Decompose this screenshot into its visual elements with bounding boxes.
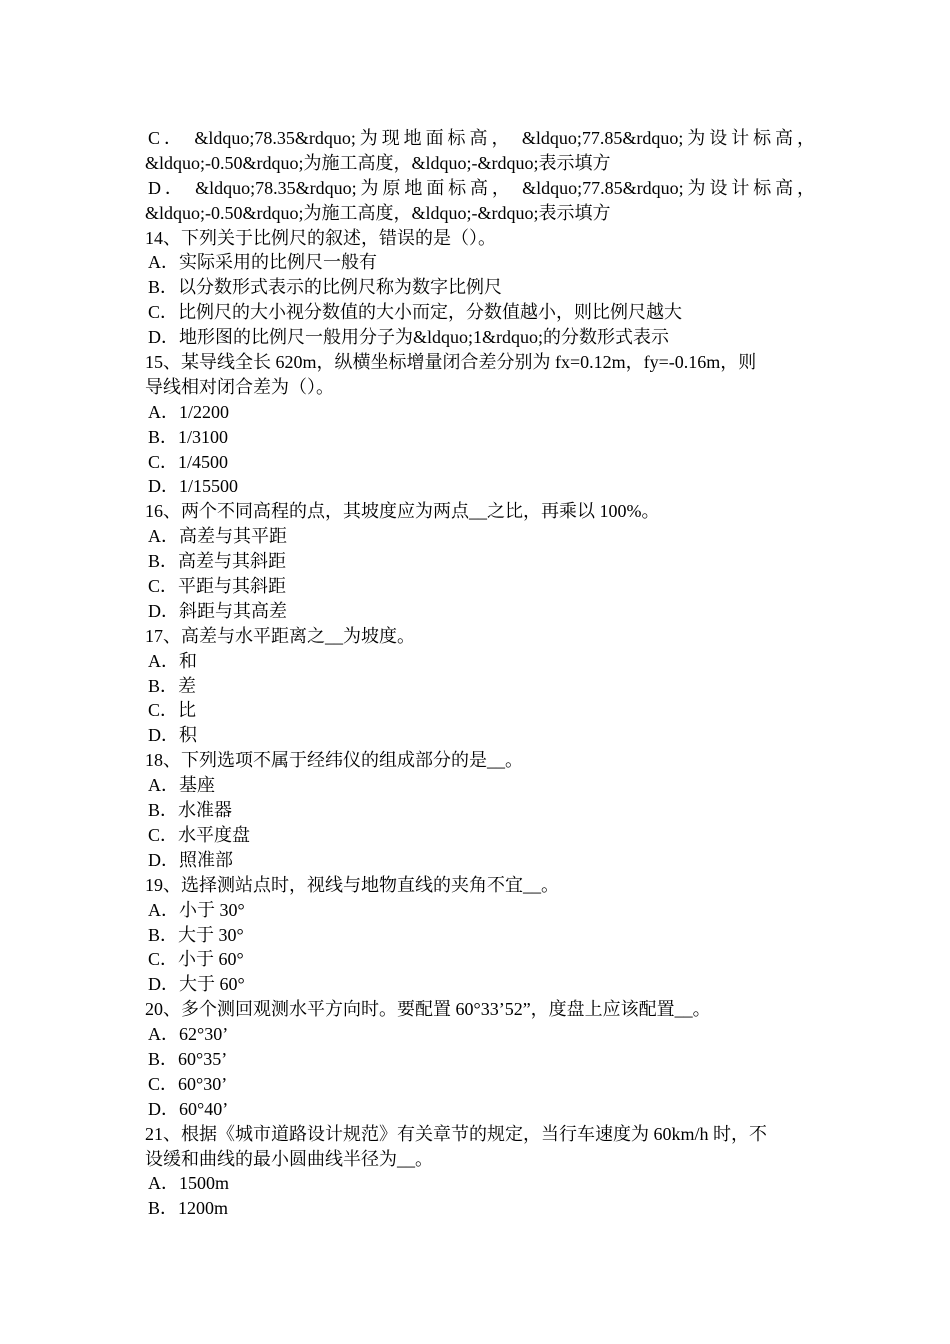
option-line: A．基座 bbox=[148, 775, 215, 796]
option-line: D．1/15500 bbox=[148, 476, 238, 497]
option-line: A．1500m bbox=[148, 1173, 229, 1194]
option-line: A．小于 30° bbox=[148, 899, 245, 920]
option-line: C． &ldquo;78.35&rdquo;为现地面标高， &ldquo;77.85&rdquo;为设计标高， bbox=[148, 128, 815, 148]
question-14: 14、下列关于比例尺的叙述，错误的是（）。 bbox=[145, 227, 496, 248]
option-line: B．1200m bbox=[148, 1198, 229, 1219]
option-line: C．水平度盘 bbox=[148, 824, 251, 845]
option-line: D．60°40’ bbox=[148, 1098, 229, 1119]
option-line: D．斜距与其高差 bbox=[148, 600, 287, 621]
option-line: A．62°30’ bbox=[148, 1024, 229, 1045]
option-line: D．照准部 bbox=[148, 849, 233, 870]
option-line: D．大于 60° bbox=[148, 974, 245, 995]
option-line: C．小于 60° bbox=[148, 949, 244, 970]
option-line: C．比 bbox=[148, 700, 197, 721]
text-line: &ldquo;-0.50&rdquo;为施工高度，&ldquo;-&rdquo;表示填方 bbox=[145, 202, 611, 223]
question-20: 20、多个测回观测水平方向时。要配置 60°33’52”，度盘上应该配置__。 bbox=[145, 999, 711, 1020]
option-line: B．高差与其斜距 bbox=[148, 551, 287, 572]
option-line: B．1/3100 bbox=[148, 426, 229, 447]
option-line: C．比例尺的大小视分数值的大小而定，分数值越小，则比例尺越大 bbox=[148, 302, 683, 323]
option-line: B．水准器 bbox=[148, 800, 233, 821]
question-17: 17、高差与水平距离之__为坡度。 bbox=[145, 625, 415, 646]
question-15-cont: 导线相对闭合差为（）。 bbox=[145, 376, 334, 397]
option-line: B．差 bbox=[148, 675, 197, 696]
option-line: A．1/2200 bbox=[148, 401, 229, 422]
option-line: B．以分数形式表示的比例尺称为数字比例尺 bbox=[148, 277, 503, 298]
option-line: A．实际采用的比例尺一般有 bbox=[148, 252, 377, 273]
question-15: 15、某导线全长 620m，纵横坐标增量闭合差分别为 fx=0.12m，fy=-0.16m，则 bbox=[145, 352, 757, 373]
question-19: 19、选择测站点时，视线与地物直线的夹角不宜__。 bbox=[145, 874, 559, 895]
question-18: 18、下列选项不属于经纬仪的组成部分的是__。 bbox=[145, 750, 523, 771]
question-21: 21、根据《城市道路设计规范》有关章节的规定，当行车速度为 60km/h 时，不 bbox=[145, 1123, 767, 1144]
option-line: C．1/4500 bbox=[148, 451, 229, 472]
option-line: C．平距与其斜距 bbox=[148, 576, 287, 597]
text-line: &ldquo;-0.50&rdquo;为施工高度，&ldquo;-&rdquo;表示填方 bbox=[145, 152, 611, 173]
option-line: B．大于 30° bbox=[148, 924, 244, 945]
option-line: A．和 bbox=[148, 650, 197, 671]
option-line: C．60°30’ bbox=[148, 1073, 228, 1094]
page-content bbox=[145, 126, 815, 1221]
option-line: B．60°35’ bbox=[148, 1048, 228, 1069]
option-line: D． &ldquo;78.35&rdquo;为原地面标高， &ldquo;77.85&rdquo;为设计标高， bbox=[148, 177, 815, 198]
option-line: D．积 bbox=[148, 725, 197, 746]
option-line: D．地形图的比例尺一般用分子为&ldquo;1&rdquo;的分数形式表示 bbox=[148, 327, 669, 348]
question-21-cont: 设缓和曲线的最小圆曲线半径为__。 bbox=[145, 1148, 433, 1169]
question-16: 16、两个不同高程的点，其坡度应为两点__之比，再乘以 100%。 bbox=[145, 501, 660, 522]
option-line: A．高差与其平距 bbox=[148, 526, 287, 547]
